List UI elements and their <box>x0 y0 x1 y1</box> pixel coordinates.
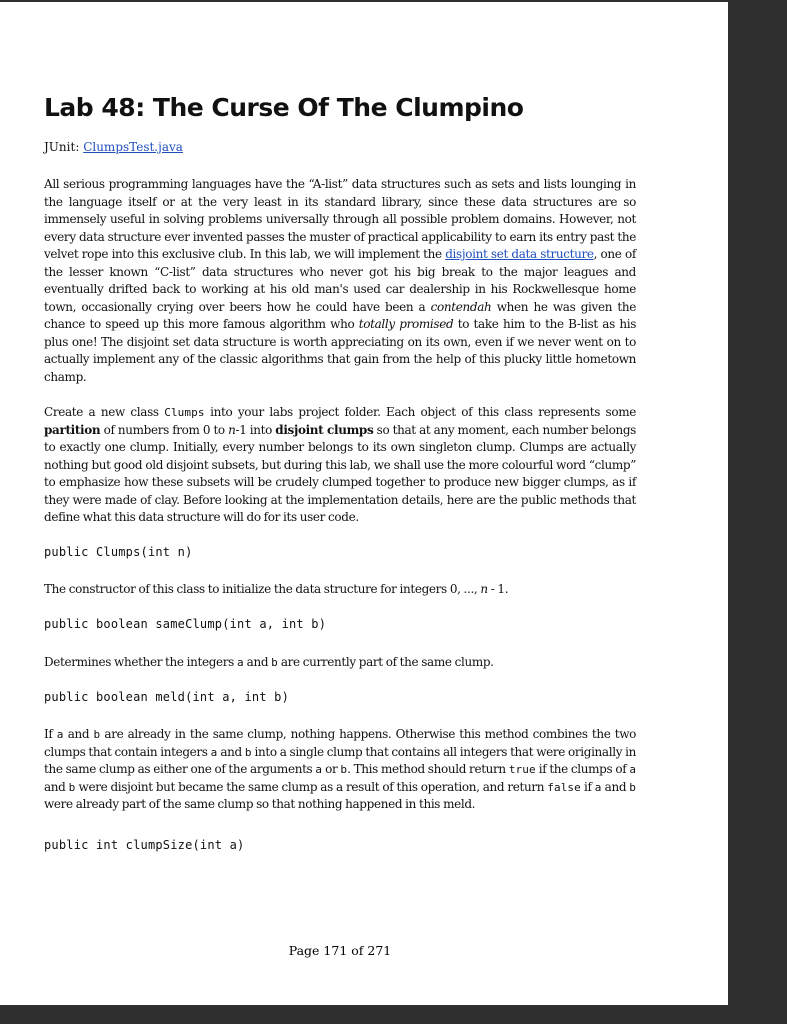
meld-d3: are already in the same clump, nothing happens. Otherwise this method combines the two clumps that contain integers <box>44 727 637 759</box>
var-b: b <box>271 656 278 669</box>
document-page <box>0 2 728 1005</box>
class-name-code: Clumps <box>164 406 205 419</box>
constructor-desc-b: - 1. <box>490 582 509 596</box>
constructor-description <box>44 581 636 599</box>
var-a: a <box>210 745 218 759</box>
var-b: b <box>340 763 348 776</box>
constructor-desc-n: n <box>480 582 488 596</box>
junit-test-link[interactable]: ClumpsTest.java <box>83 140 183 154</box>
var-b: b <box>244 745 252 759</box>
disjoint-set-link[interactable]: disjoint set data structure <box>445 247 594 261</box>
var-a: a <box>629 763 637 776</box>
intro-emphasis-1: contendah <box>430 299 492 314</box>
same-desc-c: are currently part of the same clump. <box>280 655 494 669</box>
clump-size-signature: public int clumpSize(int a) <box>44 838 245 852</box>
intro-text-3: when he was given the chance to speed up this more famous algorithm who <box>44 299 637 331</box>
meld-d9: and <box>44 779 66 794</box>
meld-d5: into a single clump that contains all integers that were originally in the same clump as either one of the arguments <box>44 744 636 776</box>
same-desc-b: and <box>246 655 269 669</box>
meld-d11: if <box>584 779 592 794</box>
create-bold-1: partition <box>44 422 101 437</box>
page-number-footer: Page 171 of 271 <box>288 943 392 958</box>
meld-d8: if the clumps of <box>538 762 627 776</box>
true-literal: true <box>508 763 536 776</box>
junit-line <box>44 140 183 154</box>
var-b: b <box>629 780 637 794</box>
var-a: a <box>236 656 244 669</box>
meld-d2: and <box>67 727 90 741</box>
junit-label: JUnit: <box>44 140 80 154</box>
meld-description <box>44 726 636 814</box>
create-text-2: into your labs project folder. Each object of this class represents some <box>210 405 636 419</box>
same-clump-description <box>44 654 636 672</box>
same-clump-signature: public boolean sameClump(int a, int b) <box>44 617 327 631</box>
meld-d10: were disjoint but became the same clump as a result of this operation, and return <box>78 779 545 794</box>
same-desc-a: Determines whether the integers <box>44 655 234 669</box>
intro-text-4: to take him to the B-list as his plus one! The disjoint set data structure is worth appreciating on its own, even if we never went on to actually implement any of the classic algorithms that gain from the help of this plucky little hometown champ. <box>44 317 637 384</box>
var-a: a <box>594 780 602 794</box>
meld-d4: and <box>220 744 242 759</box>
create-class-paragraph <box>44 404 636 527</box>
var-b: b <box>68 780 76 794</box>
constructor-desc-a: The constructor of this class to initialize the data structure for integers 0, ..., <box>44 582 478 596</box>
constructor-signature: public Clumps(int n) <box>44 545 193 559</box>
meld-d12: and <box>604 779 627 794</box>
var-a: a <box>315 763 323 776</box>
create-text-4: -1 into <box>235 422 272 437</box>
create-n-var: n <box>228 422 236 437</box>
create-text-3: of numbers from 0 to <box>103 422 225 437</box>
meld-d13: were already part of the same clump so that nothing happened in this meld. <box>44 797 476 811</box>
intro-text-2: , one of the lesser known “C-list” data structures who never got his big break to the major leagues and eventually drifted back to working at his old man's used car dealership in his Rockwellesque home town, occasionally crying over beers how he could have been a <box>44 247 636 314</box>
meld-d6: or <box>325 762 338 776</box>
create-text-5: so that at any moment, each number belongs to exactly one clump. Initially, every number belongs to its own singleton clump. Clumps are actually nothing but good old disjoint subsets, but during this lab, we shall use the more colourful word “clump” to emphasize how these subsets will be crudely clumped together to produce new bigger clumps, as if they were made of clay. Before looking at the implementation details, here are the public methods that define what this data structure will do for its user code. <box>44 422 636 524</box>
lab-title: Lab 48: The Curse Of The Clumpino <box>44 93 524 122</box>
var-b: b <box>93 728 101 741</box>
meld-d7: . This method should return <box>347 762 506 776</box>
create-bold-2: disjoint clumps <box>275 422 374 437</box>
intro-paragraph <box>44 176 636 386</box>
meld-d1: If <box>44 727 53 741</box>
meld-signature: public boolean meld(int a, int b) <box>44 690 290 704</box>
false-literal: false <box>547 780 581 794</box>
intro-emphasis-2: totally promised <box>358 317 454 331</box>
intro-text-1: All serious programming languages have the “A-list” data structures such as sets and lists lounging in the language itself or at the very least in its standard library, since these data structures are so immensely useful in solving problems universally through all possible problem domains. However, not every data structure ever invented passes the muster of practical applicability to earn its entry past the velvet rope into this exclusive club. In this lab, we will implement the <box>44 177 636 261</box>
var-a: a <box>56 728 64 741</box>
create-text-1: Create a new class <box>44 405 159 419</box>
